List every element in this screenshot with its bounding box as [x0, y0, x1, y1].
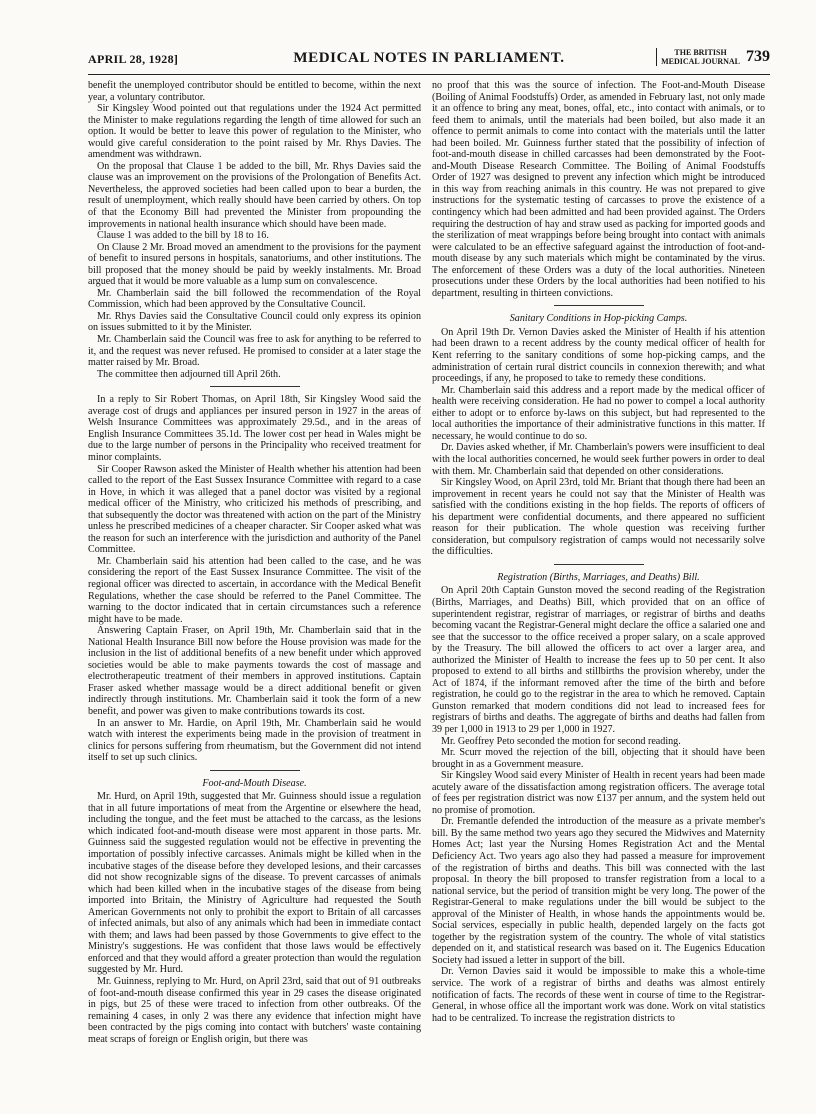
- section-heading-hop-picking: Sanitary Conditions in Hop-picking Camps.: [509, 313, 688, 325]
- paragraph: no proof that this was the source of infection. The Foot-and-Mouth Disease (Boiling of Animal Foodstuffs) Order, as amended in February last, not only made it an offence to bring any meat, bones, offal, etc., into contact with animals, or to feed them to animals, until the materials had been boiled, but also made it an offence to permit animals to come into contact with the materials until the latter had been boiled. Mr. Guinness further stated that the possibility of infection of foot-and-mouth disease in chilled carcasses had been demonstrated by the Foot-and-Mouth Disease Research Committee. The Boiling of Animal Foodstuffs Order of 1927 was designed to prevent any infection which might be introduced in this way from reaching animals in this country. He was not prepared to give instructions for the systematic testing of carcasses to prove the existence of a contingency which had been admitted and had been provided against. The Orders requiring the destruction of hay and straw used as packing for imported goods and the sterilization of meat wrappings before being brought into contact with animals were calculated to be an effective safeguard against the introduction of foot-and-mouth disease by any such materials which might be contaminated by the virus. The enforcement of these Orders was a duty of the local authorities. Nineteen prosecutions under these Orders by the local authorities had been notified to his department, resulting in thirteen convictions.: [432, 80, 765, 299]
- paragraph: Sir Cooper Rawson asked the Minister of Health whether his attention had been called to the report of the East Sussex Insurance Committee with regard to a case in Hove, in which it was alleged that a panel doctor was visited by a regional medical officer of the Ministry, who criticized his methods of prescribing, and that subsequently the doctor was threatened with action on the part of the Ministry unless he prescribed medicines of a cheaper character. Sir Cooper asked what was the reason for such an interference with the jurisdiction and authority of the Panel Committee.: [88, 463, 421, 556]
- left-column: [88, 80, 421, 1110]
- paragraph: Sir Kingsley Wood, on April 23rd, told Mr. Briant that though there had been an improvement in recent years he could not say that the Minister of Health was satisfied with the conditions existing in the hop fields. The reports of officers of his department were confidential documents, and there appeared no sufficient reason for their publication. The whole question was receiving further consideration, but compulsory registration of camps would not necessarily solve the difficulties.: [432, 477, 765, 558]
- header-journal-block: [656, 48, 770, 66]
- paragraph: In a reply to Sir Robert Thomas, on April 18th, Sir Kingsley Wood said the average cost of drugs and appliances per insured person in 1927 in the areas of Welsh Insurance Committees was approximately 29.5d., and in the areas of English Insurance Committees 35.1d. The lower cost per head in Wales might be due to the large number of persons in the Principality who received treatment for minor complaints.: [88, 394, 421, 463]
- running-header: [88, 48, 770, 75]
- right-column: [432, 80, 765, 1110]
- paragraph: Mr. Scurr moved the rejection of the bill, objecting that it should have been brought in as a Government measure.: [432, 747, 765, 770]
- paragraph: Dr. Davies asked whether, if Mr. Chamberlain's powers were insufficient to deal with the local authorities concerned, he would seek further powers in order to deal with them. Mr. Chamberlain said that depended on other considerations.: [432, 442, 765, 477]
- paragraph: On Clause 2 Mr. Broad moved an amendment to the provisions for the payment of benefit to insured persons in hospitals, sanatoriums, and other institutions. The bill proposed that the money should be paid by weekly instalments. Mr. Broad argued that it would be more valuable as a lump sum on convalescence.: [88, 241, 421, 288]
- paragraph: On April 19th Dr. Vernon Davies asked the Minister of Health if his attention had been drawn to a recent address by the county medical officer of health for Kent referring to the sanitary conditions of some hop-picking camps, and the administration of certain rural district councils in connexion therewith; and what proceedings, if any, he proposed to take to remedy these conditions.: [432, 326, 765, 385]
- paragraph: Dr. Fremantle defended the introduction of the measure as a private member's bill. By the same method two years ago they secured the Midwives and Maternity Homes Act; last year the Nursing Homes Registration Act and the Mental Deficiency Act. Two years ago also they had passed a measure for improvement of the registration of births and deaths. This bill was connected with the last proposal. In theory the bill proposed to transfer registration from a local to a national service, but the period of transition might be very long. The power of the Registrar-General to make regulations under the bill would be subject to the approval of the Minister of Health, in whose hands the appointments would be. Social services, especially in public health, depended largely on the facts got together by the registration system of the country. The whole of vital statistics depended on it, and statistical research was based on it. The Eugenics Education Society had issued a letter in support of the bill.: [432, 816, 765, 966]
- paragraph: On the proposal that Clause 1 be added to the bill, Mr. Rhys Davies said the clause was an improvement on the provisions of the Prolongation of Benefits Act. Nevertheless, the approved societies had been called upon to bear a burden, the result of unemployment, which really should have been carried by others. On top of that the Economy Bill had prevented the Minister from propounding the improvements in national health insurance which should have been made.: [88, 160, 421, 230]
- paragraph: benefit the unemployed contributor should be entitled to become, within the next year, a voluntary contributor.: [88, 80, 421, 103]
- paragraph: Mr. Chamberlain said the Council was free to ask for anything to be referred to it, and the request was never refused. He promised to consider at a later stage the matter raised by Mr. Broad.: [88, 334, 421, 369]
- paragraph: Sir Kingsley Wood said every Minister of Health in recent years had been made acutely aware of the dissatisfaction among registration officers. The average total of fees per registration district was now £137 per annum, and the system held out no promise of promotion.: [432, 770, 765, 816]
- paragraph: Sir Kingsley Wood pointed out that regulations under the 1924 Act permitted the Minister to make regulations regarding the length of time allowed for such an option. It would be better to leave this power of regulation to the Minister, who would give careful consideration to the point raised by Mr. Rhys Davies. The amendment was withdrawn.: [88, 103, 421, 161]
- section-divider: [210, 770, 300, 771]
- page-number: 739: [746, 48, 770, 65]
- paragraph: Mr. Chamberlain said the bill followed the recommendation of the Royal Commission, which had been approved by the Consultative Council.: [88, 287, 421, 311]
- section-divider: [554, 564, 644, 565]
- section-divider: [554, 305, 644, 306]
- paragraph: Answering Captain Fraser, on April 19th, Mr. Chamberlain said that in the National Health Insurance Bill now before the House provision was made for the inclusion in the list of additional benefits of a new benefit under which approved societies would be able to make payments towards the cost of massage and electrotherapeutic treatment of their members in approved institutions. Captain Fraser asked whether massage would be a direct additional benefit or given indirectly through institutions. Mr. Chamberlain said it took the form of a new benefit, and power was given to make contributions towards its cost.: [88, 625, 421, 717]
- paragraph: Mr. Chamberlain said his attention had been called to the case, and he was considering the report of the East Sussex Insurance Committee. The visit of the regional officer was directed to ascertain, in accordance with the Medical Benefit Regulations, whether the case should be referred to the Panel Committee. The warning to the doctor indicated that in certain circumstances such a reference might have to be made.: [88, 555, 421, 625]
- paragraph: In an answer to Mr. Hardie, on April 19th, Mr. Chamberlain said he would watch with interest the experiments being made in the provision of treatment in clinics for persons suffering from rheumatism, but the Government did not intend itself to set up such clinics.: [88, 717, 421, 764]
- paragraph: Clause 1 was added to the bill by 18 to 16.: [97, 230, 269, 242]
- paragraph: Mr. Guinness, replying to Mr. Hurd, on April 23rd, said that out of 91 outbreaks of foot-and-mouth disease confirmed this year in 29 cases the disease originated in pigs, but 25 of these were traced to infection from other outbreaks. Of the remaining 4 cases, in only 2 was there any evidence that infection might have been contracted by the pigs coming into contact with butchers' waste containing meat scraps of foreign or English origin, but there was: [88, 976, 421, 1045]
- header-date: APRIL 28, 1928]: [88, 52, 179, 66]
- paragraph: The committee then adjourned till April 26th.: [97, 368, 281, 380]
- paragraph: On April 20th Captain Gunston moved the second reading of the Registration (Births, Marriages, and Deaths) Bill, which provided that on an office of superintendent registrar, registrar of marriages, or registrar of births and deaths becoming vacant the Registrar-General might declare the office a salaried one and see that the successor to the office received a proper salary, on a scale approved by the Treasury. The bill allowed the officers to act over a larger area, and authorized the Minister of Health to increase the fees up to 50 per cent. It also proposed to extend to all births and stillbirths the provision whereby, under the Act of 1874, if the informant removed after the time of the birth and before registration, he could go to the registrar in the area to which he removed. Captain Gunston remarked that modern conditions did not lead to increased fees for registrars of births and deaths. The aggregate of births and deaths had fallen from 39 per 1,000 in 1913 to 29 per 1,000 in 1927.: [432, 585, 765, 735]
- journal-name-line2: MEDICAL JOURNAL: [661, 57, 740, 66]
- header-title: MEDICAL NOTES IN PARLIAMENT.: [293, 50, 565, 66]
- journal-name: [656, 48, 740, 66]
- section-heading-registration-bill: Registration (Births, Marriages, and Deaths) Bill.: [497, 571, 700, 583]
- paragraph: Mr. Chamberlain said this address and a report made by the medical officer of health were receiving consideration. He had no power to compel a local authority either to adopt or to enforce by-laws on this subject, but had represented to the local authorities the importance of their administrative functions in this matter. If necessary, he would continue to do so.: [432, 384, 765, 442]
- section-heading-foot-and-mouth: Foot-and-Mouth Disease.: [202, 777, 307, 789]
- journal-name-line1: THE BRITISH: [674, 48, 727, 57]
- paragraph: Mr. Hurd, on April 19th, suggested that Mr. Guinness should issue a regulation that in all future importations of meat from the Argentine or elsewhere the head, including the tongue, and the feet must be attached to the carcass, as the lesions which indicated foot-and-mouth disease were most apparent in those parts. Mr. Guinness said the suggested regulation would not be effective in preventing the importation of possibly infective carcasses. Animals might be killed when in the incubative stages of the disease before they developed lesions, and their carcasses did not show recognizable signs of the disease. To prevent carcasses of animals which had been killed when in the incubative stages of the disease from being imported into Britain, the Ministry of Agriculture had requested the South American Governments not only to prohibit the export to Britain of all carcasses of infected animals, but also of any animals which had been in immediate contact with them; and laws had been passed by those Governments to give effect to the Ministry's suggestions. He was confident that those laws would be effectively enforced and that they would afford a greater protection than would the regulation suggested by Mr. Hurd.: [88, 791, 421, 976]
- paragraph: Mr. Rhys Davies said the Consultative Council could only express its opinion on issues submitted to it by the Minister.: [88, 310, 421, 334]
- section-divider: [210, 386, 300, 387]
- paragraph: Mr. Geoffrey Peto seconded the motion for second reading.: [441, 735, 681, 747]
- paragraph: Dr. Vernon Davies said it would be impossible to make this a whole-time service. The work of a registrar of births and deaths was almost entirely notification of facts. The records of these went in course of time to the Registrar-General, in whose office all the important work was done. Work on vital statistics had to be centralized. To increase the registration districts to: [432, 966, 765, 1024]
